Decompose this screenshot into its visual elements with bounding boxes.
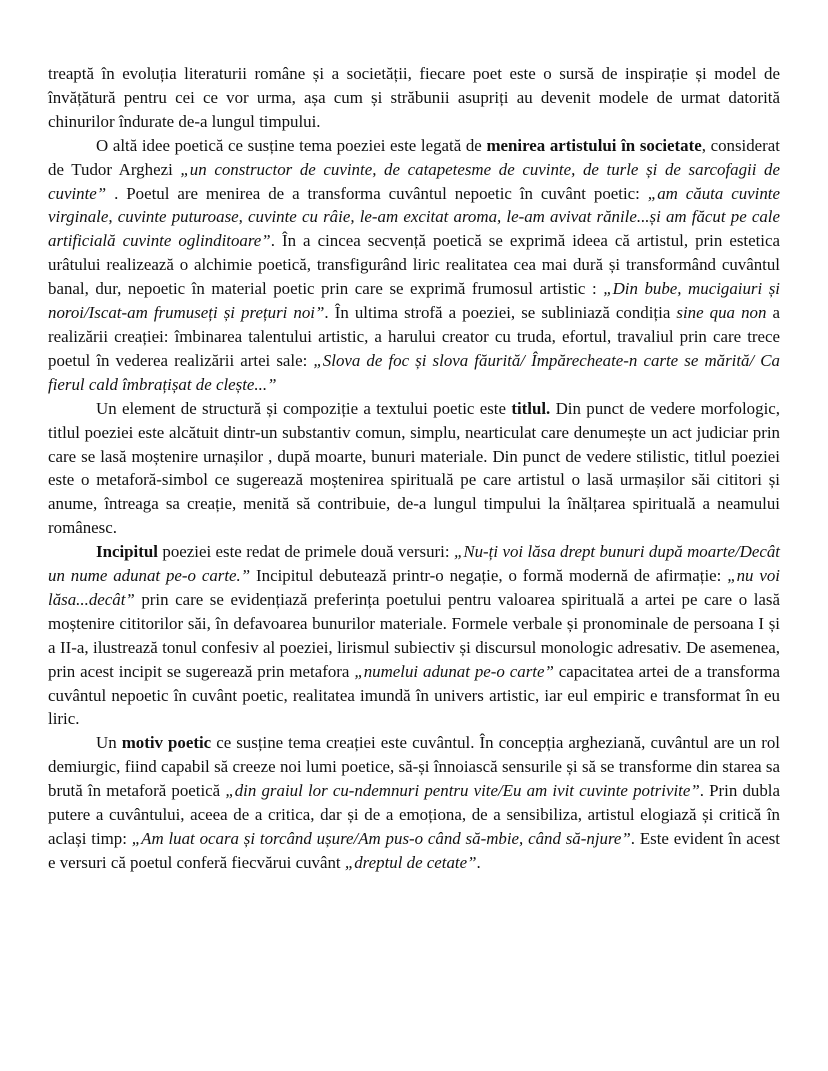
paragraph-incipit — [48, 540, 780, 731]
text-run: Incipitul debutează printr-o negație, o formă modernă de afirmație: — [250, 566, 728, 586]
italic-quote: „numelui adunat pe-o carte” — [354, 661, 554, 681]
italic-quote: „dreptul de cetate” — [344, 852, 477, 872]
paragraph-artist-mission — [48, 134, 780, 397]
text-run: , considerat de Tudor Arghezi — [48, 135, 780, 179]
italic-quote: „Nu-ți voi lăsa drept bunuri după moarte/Decât un nume adunat pe-o carte.” — [48, 542, 780, 586]
text-run: . Prin dubla putere a cuvântului, aceea de a critica, dar și de a emoționa, de a sensibiliza, artistul elogiază și critică în aclași timp: — [48, 781, 780, 848]
bold-term: motiv poetic — [121, 733, 212, 753]
text-run: . În ultima strofă a poeziei, se subliniază condiția — [324, 303, 677, 323]
italic-quote: „nu voi lăsa...decât” — [48, 566, 780, 609]
paragraph-poetic-motif — [48, 731, 780, 874]
text-run: Din punct de vedere morfologic, titlul poeziei este alcătuit dintr-un substantiv comun, simplu, nearticulat care denumește un act judiciar prin care se lasă moștenire urnașilor , după moarte, bunuri materiale. Din punct de vedere stilistic, titlul poeziei este o metaforă-simbol ce sugerează moștenirea spirituală pe care artistul o lasă urmașilor săi cititori și anume, întreaga sa creație, menită să contribuie, de-a lungul timpului la înălțarea spirituală a neamului românesc. — [48, 398, 780, 538]
italic-quote: „Din bube, mucigaiuri și noroi/Iscat-am frumuseți și prețuri noi” — [48, 279, 780, 323]
text-run: . — [476, 852, 481, 872]
bold-term: titlul. — [511, 398, 551, 418]
text-run: capacitatea artei de a transforma cuvântul nepoetic în cuvânt poetic, realitatea imundă în univers artistic, iar eul empiric e transformat în eu liric. — [48, 661, 780, 729]
text-run: . Este evident în acest e versuri că poetul conferă fiecvărui cuvânt — [48, 829, 780, 872]
text-run: . În a cincea secvență poetică se exprimă ideea că artistul, prin estetica urâtului realizează o alchimie poetică, transfigurând liric realitatea cea mai dură și transformând cuvântul banal, dur, nepoetic în material poetic prin care se exprimă frumosul artistic : — [48, 231, 780, 299]
text-run: ce susține tema creației este cuvântul. În concepția argheziană, cuvântul are un rol demiurgic, fiind capabil să creeze noi lumi poetice, să-și înnoiască sensurile și să se transforme din starea sa brută în metaforă poetică — [48, 733, 780, 801]
text-run: prin care se evidențiază preferința poetului pentru valoarea spirituală a artei pe care o lasă moștenire cititorilor săi, în defavoarea bunurilor materiale. Formele verbale și pronominale de persoana I și a II-a, ilustrează tonul confesiv al poeziei, lirismul subiectiv și discursul monologic adresativ. De asemenea, prin acest incipit se sugerează prin metafora — [48, 589, 780, 681]
text-run: O altă idee poetică ce susține tema poeziei este legată de — [96, 135, 487, 155]
italic-quote: „Slova de foc și slova făurită/ Împărecheate-n carte se mărită/ Ca fierul cald îmbrațișat de clește...” — [48, 350, 780, 394]
bold-term: menirea artistului în societate — [486, 135, 702, 155]
paragraph-continuation — [48, 62, 780, 134]
italic-quote: „am căuta cuvinte virginale, cuvinte puturoase, cuvinte cu râie, le-am excitat aroma, le-am avivat rănile...și am făcut pe cale artificială cuvinte oglinditoare” — [48, 183, 780, 251]
text-run: . Poetul are menirea de a transforma cuvântul nepoetic în cuvânt poetic: — [106, 183, 648, 203]
document-page — [48, 62, 780, 875]
italic-quote: „din graiul lor cu-ndemnuri pentru vite/Eu am ivit cuvinte potrivite” — [225, 781, 700, 801]
italic-quote: „Am luat ocara și torcând ușure/Am pus-o când să-mbie, când să-njure” — [131, 829, 631, 848]
paragraph-title-analysis — [48, 397, 780, 540]
italic-quote: sine qua non — [676, 303, 767, 323]
italic-quote: „un constructor de cuvinte, de catapetesme de cuvinte, de turle și de sarcofagii de cuvinte” — [48, 159, 781, 203]
text-run: treaptă în evoluția literaturii române și a societății, fiecare poet este o sursă de inspirație și model de învățătură pentru cei ce vor urma, așa cum și străbunii asupriți au devenit modele de urmat datorită chinurilor îndurate de-a lungul timpului. — [48, 64, 780, 131]
bold-term: Incipitul — [96, 542, 158, 562]
text-run: Un — [96, 733, 122, 753]
text-run: Un element de structură și compoziție a textului poetic este — [96, 398, 512, 418]
text-run: a realizării creației: îmbinarea talentului artistic, a harului creator cu truda, efortul, travaliul prin care trece poetul în vederea realizării artei sale: — [48, 303, 780, 370]
text-run: poeziei este redat de primele două versuri: — [157, 542, 454, 562]
